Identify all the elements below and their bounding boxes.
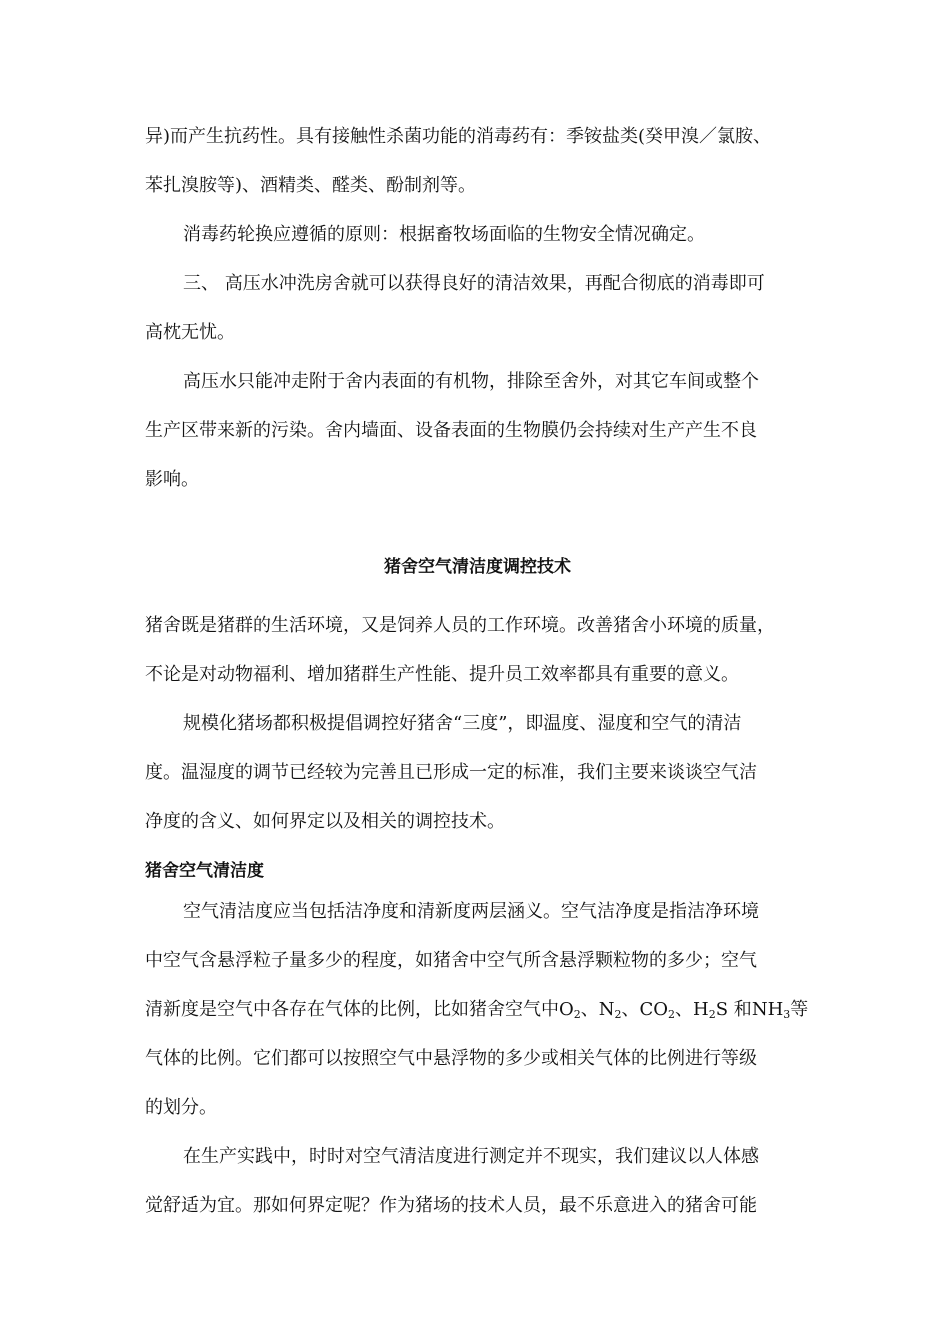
text-run: 等 (790, 999, 809, 1020)
subscript: 3 (783, 1008, 791, 1021)
paragraph-line: 度。温湿度的调节已经较为完善且已形成一定的标准，我们主要来谈谈空气洁 (145, 762, 757, 783)
paragraph-line: 三、 高压水冲洗房舍就可以获得良好的清洁效果，再配合彻底的消毒即可 (183, 273, 765, 294)
paragraph-line: 生产区带来新的污染。舍内墙面、设备表面的生物膜仍会持续对生产产生不良 (145, 420, 757, 441)
text-run: 、CO (621, 999, 669, 1020)
paragraph-line: 影响。 (145, 469, 199, 490)
text-run: S 和 (715, 999, 752, 1020)
subscript: 2 (668, 1008, 676, 1021)
section-title: 猪舍空气清洁度调控技术 (384, 557, 571, 577)
paragraph-line: 高枕无忧。 (145, 322, 235, 343)
text-run: 、N (580, 999, 615, 1020)
paragraph-line: 异)而产生抗药性。具有接触性杀菌功能的消毒药有：季铵盐类(癸甲溴／氯胺、 (145, 126, 772, 147)
paragraph-line: 苯扎溴胺等)、酒精类、醛类、酚制剂等。 (145, 175, 477, 196)
paragraph-line: 不论是对动物福利、增加猪群生产性能、提升员工效率都具有重要的意义。 (145, 664, 739, 685)
paragraph-line: 猪舍既是猪群的生活环境，又是饲养人员的工作环境。改善猪舍小环境的质量， (145, 615, 775, 636)
subheading: 猪舍空气清洁度 (145, 861, 264, 881)
subscript: 2 (573, 1008, 581, 1021)
text-run: 、H (675, 999, 709, 1020)
paragraph-line: 空气清洁度应当包括洁净度和清新度两层涵义。空气洁净度是指洁净环境 (183, 901, 759, 922)
document-page (145, 117, 810, 1235)
paragraph-line: 的划分。 (145, 1097, 217, 1118)
subscript: 2 (614, 1008, 622, 1021)
paragraph-line: 中空气含悬浮粒子量多少的程度，如猪舍中空气所含悬浮颗粒物的多少；空气 (145, 950, 757, 971)
paragraph-line: 在生产实践中，时时对空气清洁度进行测定并不现实，我们建议以人体感 (183, 1146, 759, 1167)
paragraph-line: 消毒药轮换应遵循的原则：根据畜牧场面临的生物安全情况确定。 (183, 224, 705, 245)
paragraph-line: 净度的含义、如何界定以及相关的调控技术。 (145, 811, 505, 832)
text-run: NH (751, 999, 784, 1020)
paragraph-line: 觉舒适为宜。那如何界定呢？作为猪场的技术人员，最不乐意进入的猪舍可能 (145, 1195, 757, 1216)
paragraph-line: 气体的比例。它们都可以按照空气中悬浮物的多少或相关气体的比例进行等级 (145, 1048, 757, 1069)
text-run: O (559, 999, 574, 1020)
subscript: 2 (708, 1008, 716, 1021)
text-run: 清新度是空气中各存在气体的比例，比如猪舍空气中 (145, 999, 559, 1020)
paragraph-line-with-formulas (145, 990, 810, 1039)
paragraph-line: 规模化猪场都积极提倡调控好猪舍“三度”，即温度、湿度和空气的清洁 (183, 713, 742, 734)
paragraph-line: 高压水只能冲走附于舍内表面的有机物，排除至舍外，对其它车间或整个 (183, 371, 759, 392)
